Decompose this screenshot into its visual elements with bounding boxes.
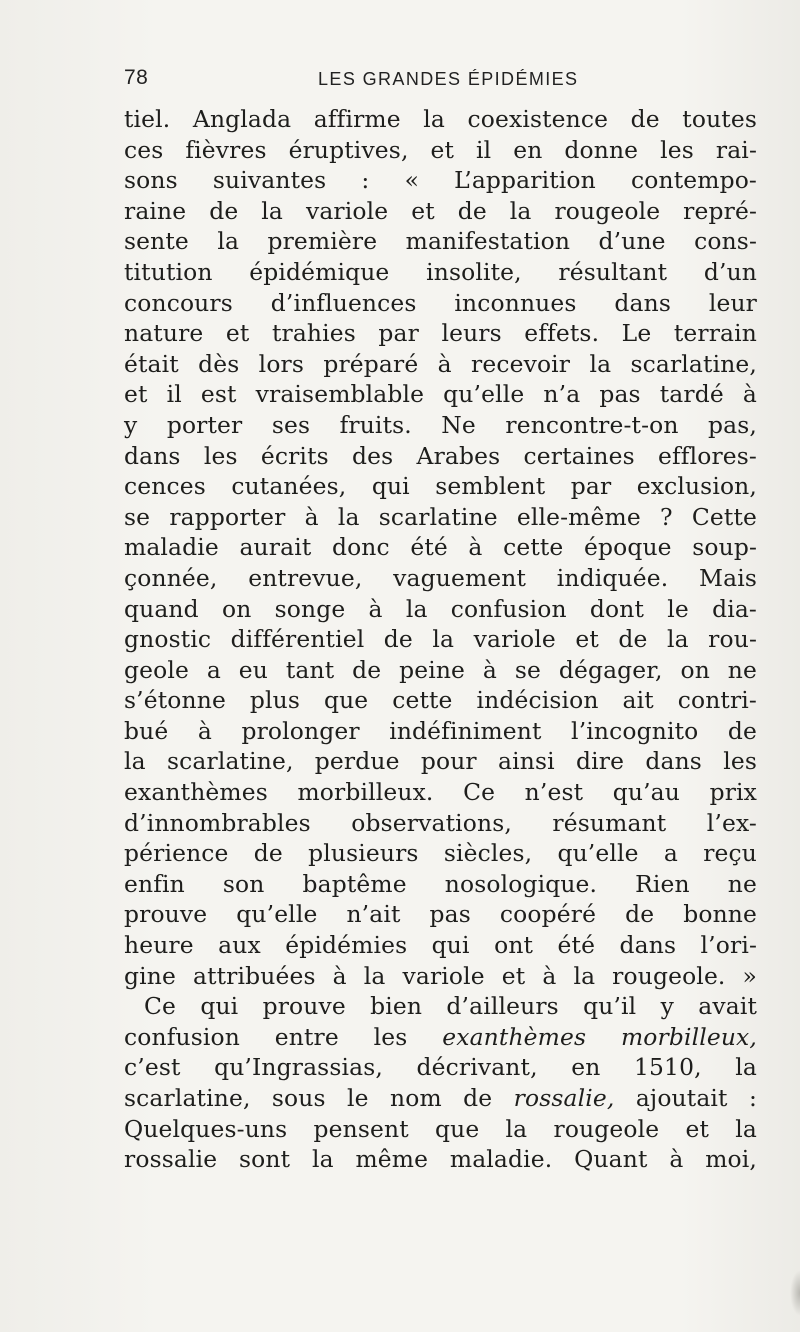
text-line: et il est vraisemblable qu’elle n’a pas tardé à xyxy=(124,380,757,409)
page-edge-shadow xyxy=(790,1270,800,1316)
body-text xyxy=(124,104,757,1175)
text-line: titution épidémique insolite, résultant d’un xyxy=(124,257,757,286)
text-line: bué à prolonger indéfiniment l’incognito de xyxy=(124,716,757,745)
text-run: scarlatine, sous le nom de xyxy=(124,1084,514,1112)
running-head: LES GRANDES ÉPIDÉMIES xyxy=(318,69,579,89)
text-line: heure aux épidémies qui ont été dans l’ori- xyxy=(124,931,757,960)
text-line: s’étonne plus que cette indécision ait contri- xyxy=(124,686,757,715)
text-line: enfin son baptême nosologique. Rien ne xyxy=(124,869,757,898)
text-line: c’est qu’Ingrassias, décrivant, en 1510, la xyxy=(124,1053,757,1082)
text-line: exanthèmes morbilleux. Ce n’est qu’au prix xyxy=(124,778,757,807)
text-line: çonnée, entrevue, vaguement indiquée. Mais xyxy=(124,563,757,592)
italic-run: exanthèmes morbilleux, xyxy=(442,1022,757,1051)
text-line: nature et trahies par leurs effets. Le terrain xyxy=(124,319,757,348)
text-line: sons suivantes : « L’apparition contempo- xyxy=(124,166,757,195)
italic-run: rossalie, xyxy=(513,1084,615,1112)
text-line: dans les écrits des Arabes certaines efflores- xyxy=(124,441,757,470)
text-line: geole a eu tant de peine à se dégager, on ne xyxy=(124,655,757,684)
text-line xyxy=(124,1022,757,1053)
page-number: 78 xyxy=(124,66,149,89)
text-line: quand on songe à la confusion dont le dia- xyxy=(124,594,757,623)
text-line: y porter ses fruits. Ne rencontre-t-on pas, xyxy=(124,410,757,439)
page-header xyxy=(0,66,800,92)
text-line: prouve qu’elle n’ait pas coopéré de bonne xyxy=(124,900,757,929)
text-line: gnostic différentiel de la variole et de la rou- xyxy=(124,625,757,654)
text-line-paragraph-start: Ce qui prouve bien d’ailleurs qu’il y avait xyxy=(144,992,757,1021)
text-line: Quelques-uns pensent que la rougeole et la xyxy=(124,1114,757,1143)
text-line xyxy=(124,1083,757,1114)
text-line: la scarlatine, perdue pour ainsi dire dans les xyxy=(124,747,757,776)
text-line: rossalie sont la même maladie. Quant à moi, xyxy=(124,1145,757,1174)
text-run: ajoutait : xyxy=(614,1084,757,1112)
text-line: raine de la variole et de la rougeole repré- xyxy=(124,196,757,225)
text-line: était dès lors préparé à recevoir la scarlatine, xyxy=(124,349,757,378)
text-line: se rapporter à la scarlatine elle-même ? Cette xyxy=(124,502,757,531)
text-line: concours d’influences inconnues dans leur xyxy=(124,288,757,317)
text-line: maladie aurait donc été à cette époque soup- xyxy=(124,533,757,562)
text-line: cences cutanées, qui semblent par exclusion, xyxy=(124,472,757,501)
text-line: gine attribuées à la variole et à la rougeole. » xyxy=(124,961,757,990)
text-line: d’innombrables observations, résumant l’ex- xyxy=(124,808,757,837)
text-line: sente la première manifestation d’une cons- xyxy=(124,227,757,256)
text-line: périence de plusieurs siècles, qu’elle a reçu xyxy=(124,839,757,868)
text-run: confusion entre les xyxy=(124,1022,443,1051)
text-line: ces fièvres éruptives, et il en donne les rai- xyxy=(124,135,757,164)
text-line: tiel. Anglada affirme la coexistence de toutes xyxy=(124,105,757,133)
